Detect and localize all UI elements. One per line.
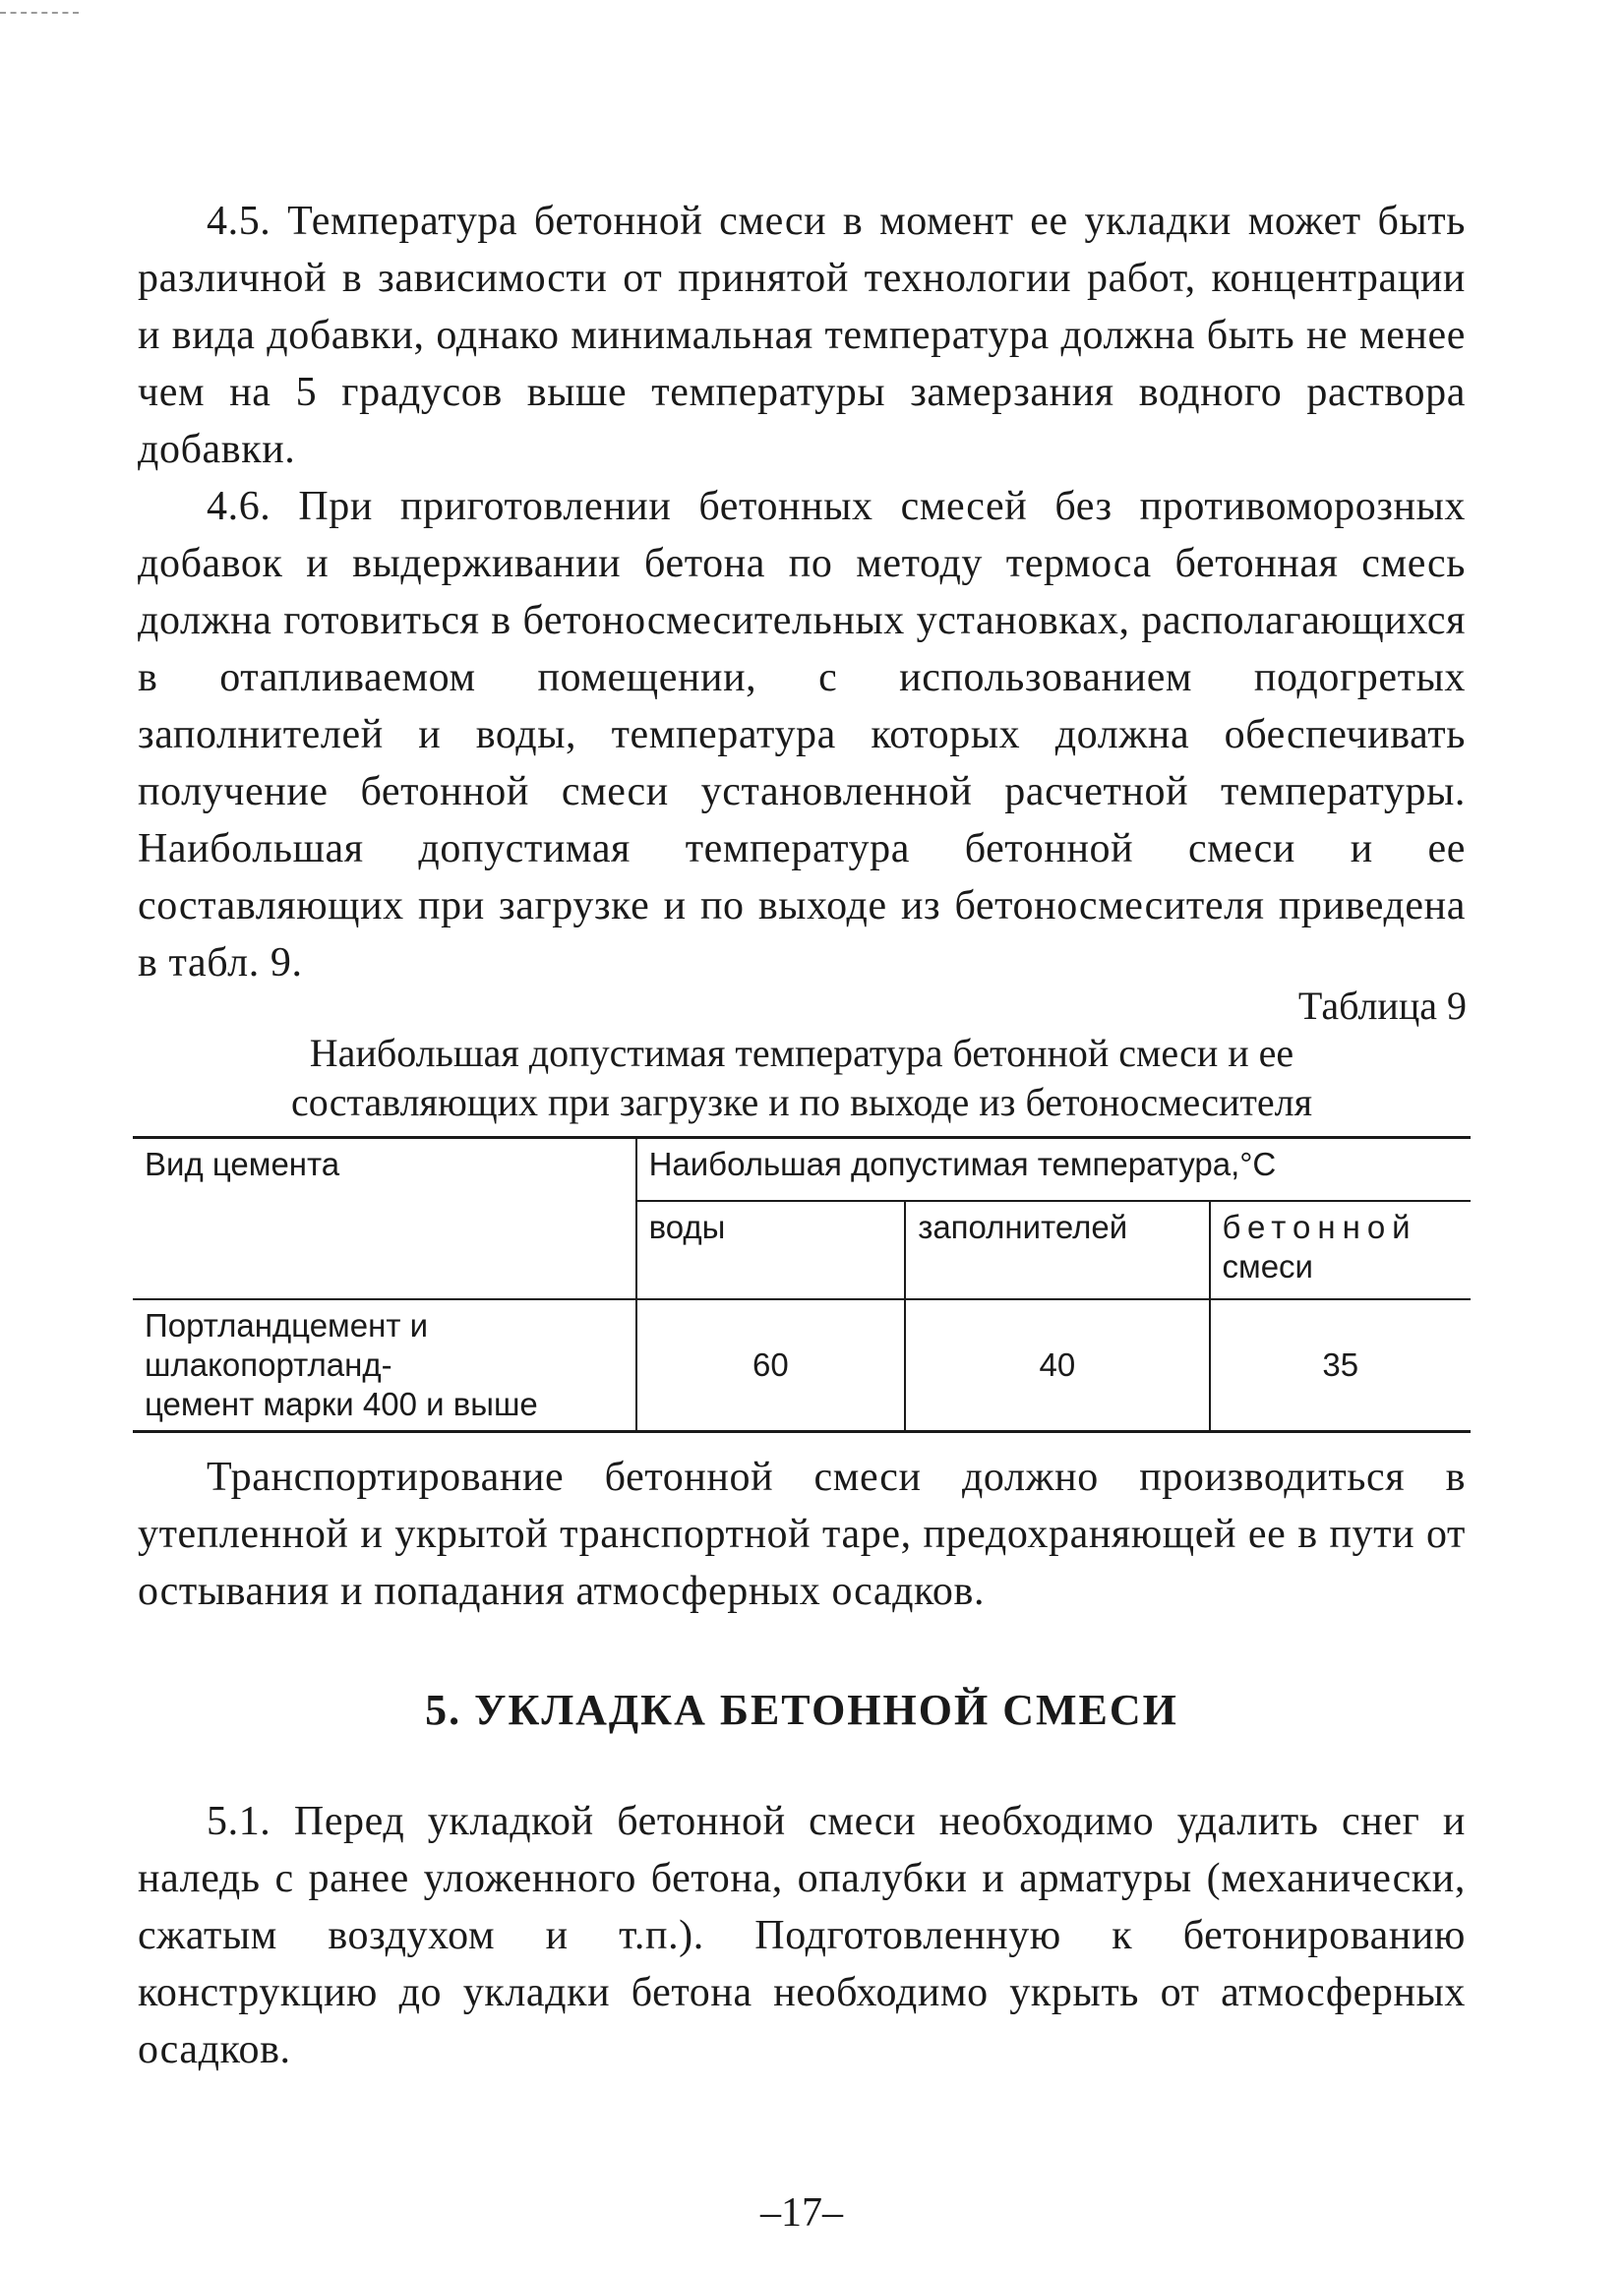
subheader-water: воды xyxy=(636,1201,906,1299)
subheader-concrete-mix xyxy=(1210,1201,1472,1299)
cell-concrete-mix-temperature: 35 xyxy=(1210,1299,1472,1432)
table-title-line-1: Наибольшая допустимая температура бетонной смеси и ее xyxy=(309,1031,1294,1075)
cell-cement-type-line-1: Портландцемент и шлакопортланд- xyxy=(145,1307,429,1383)
subheader-concrete-mix-line-2: смеси xyxy=(1222,1248,1313,1285)
table-number: Таблица 9 xyxy=(1297,984,1467,1028)
paragraph-4-5: 4.5. Температура бетонной смеси в момент ее укладки может быть различной в зависимости от принятой технологии работ, концентрации и вида добавки, однако минимальная температура должна быть не менее чем на 5 градусов выше температуры замерзания водного раствора добавки. xyxy=(138,199,1466,472)
subheader-concrete-mix-line-1: бетонной xyxy=(1222,1209,1417,1245)
table-row xyxy=(133,1299,1471,1432)
paragraph-4-6: 4.6. При приготовлении бетонных смесей без противоморозных добавок и выдерживании бетона по методу термоса бетонная смесь должна готовиться в бетоносмесительных установках, располагающихся в отапливаемом помещении, с использованием подогретых заполнителей и воды, температура которых должна обеспечивать получение бетонной смеси установленной расчетной температуры. Наибольшая допустимая температура бетонной смеси и ее составляющих при загрузке и по выходе из бетоносмесителя приведена в табл. 9. xyxy=(138,484,1466,986)
table-header-row xyxy=(133,1138,1471,1202)
text-block-transport xyxy=(138,1449,1466,1620)
table-title xyxy=(138,1029,1466,1127)
header-cement-type: Вид цемента xyxy=(133,1138,636,1300)
scan-corner-mark xyxy=(0,12,79,18)
paragraph-transport: Транспортирование бетонной смеси должно производиться в утепленной и укрытой транспортной таре, предохраняющей ее в пути от остывания и попадания атмосферных осадков. xyxy=(138,1455,1466,1614)
text-block-placement xyxy=(138,1793,1466,2078)
text-block-top xyxy=(138,193,1466,991)
cell-cement-type xyxy=(133,1299,636,1432)
section-heading: 5. УКЛАДКА БЕТОННОЙ СМЕСИ xyxy=(425,1686,1178,1734)
cell-cement-type-line-2: цемент марки 400 и выше xyxy=(145,1386,538,1422)
table-title-line-2: составляющих при загрузке и по выходе из бетоносмесителя xyxy=(291,1080,1312,1124)
cell-aggregates-temperature: 40 xyxy=(905,1299,1209,1432)
subheader-aggregates: заполнителей xyxy=(905,1201,1209,1299)
header-max-temperature: Наибольшая допустимая температура,°С xyxy=(636,1138,1471,1202)
page-number: –17– xyxy=(760,2190,843,2236)
paragraph-5-1: 5.1. Перед укладкой бетонной смеси необходимо удалить снег и наледь с ранее уложенного бетона, опалубки и арматуры (механически, сжатым воздухом и т.п.). Подготовленную к бетонированию конструкцию до укладки бетона необходимо укрыть от атмосферных осадков. xyxy=(138,1799,1466,2072)
temperature-table xyxy=(133,1136,1471,1433)
cell-water-temperature: 60 xyxy=(636,1299,906,1432)
